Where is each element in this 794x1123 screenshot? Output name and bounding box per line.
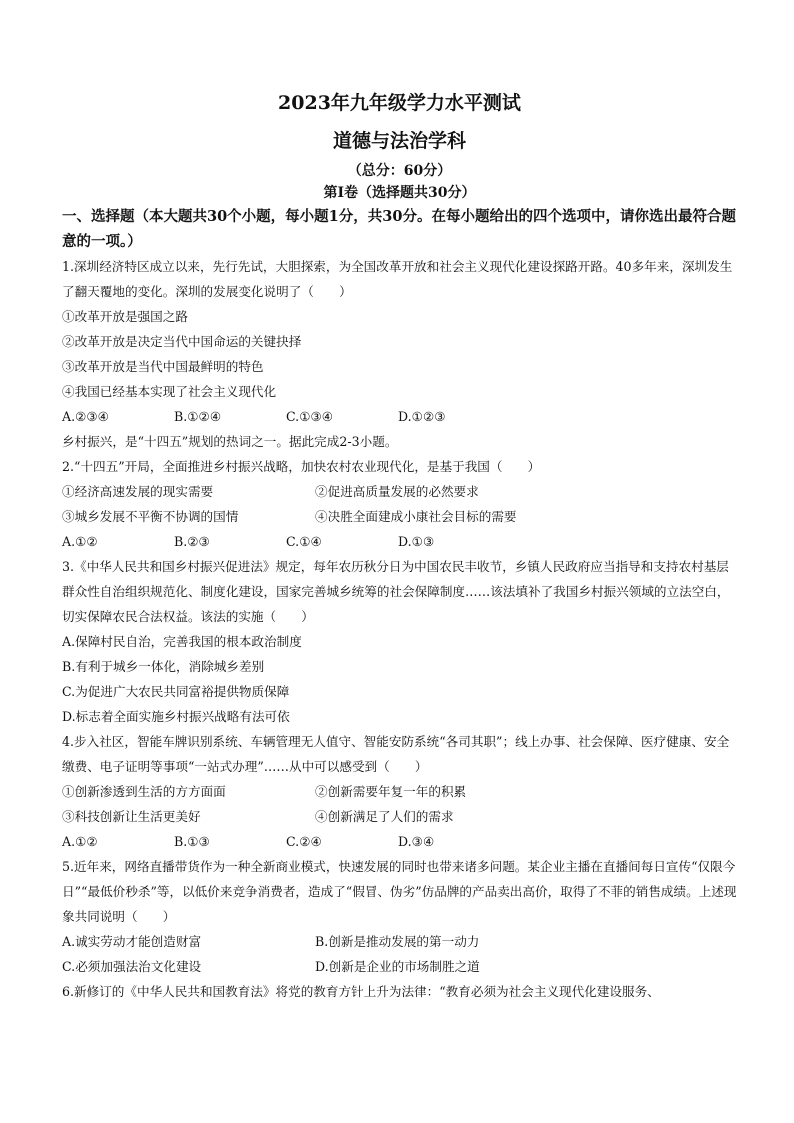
q5-options-row-1 — [62, 929, 737, 954]
q4-options — [62, 829, 737, 854]
q5-option-d[interactable]: D.创新是企业的市场制胜之道 — [315, 959, 480, 974]
q2-item-2: ②促进高质量发展的必然要求 — [315, 484, 479, 499]
q4-item-2: ②创新需要年复一年的积累 — [315, 784, 467, 799]
q5-option-c[interactable]: C.必须加强法治文化建设 — [62, 959, 202, 974]
q1-option-c[interactable]: C.①③④ — [286, 409, 334, 424]
subject-title: 道德与法治学科 — [332, 130, 466, 152]
question-5-stem: 5.近年来，网络直播带货作为一种全新商业模式，快速发展的同时也带来诸多问题。某企业主播在直播间每日宣传“仅限今日”“最低价秒杀”等，以低价来竞争消费者，造成了“假冒、伪劣”仿品牌的产品卖出高价，取得了不菲的销售成绩。上述现象共同说明（ ） — [62, 859, 737, 924]
q3-option-a[interactable]: A.保障村民自治，完善我国的根本政治制度 — [62, 634, 302, 649]
q4-option-b[interactable]: B.①③ — [174, 834, 210, 849]
question-4-stem: 4.步入社区，智能车牌识别系统、车辆管理无人值守、智能安防系统“各司其职”；线上办事、社会保障、医疗健康、安全缴费、电子证明等事项“一站式办理”……从中可以感受到（ ） — [62, 734, 730, 774]
question-6-stem: 6.新修订的《中华人民共和国教育法》将党的教育方针上升为法律：“教育必须为社会主义现代化建设服务、 — [62, 984, 660, 999]
q4-item-3: ③科技创新让生活更美好 — [62, 809, 201, 824]
q4-items-row-1 — [62, 779, 737, 804]
volume-heading: 第Ⅰ卷（选择题共30分） — [323, 185, 476, 201]
q4-item-1: ①创新渗透到生活的方方面面 — [62, 784, 226, 799]
q1-option-d[interactable]: D.①②③ — [398, 409, 446, 424]
q2-item-4: ④决胜全面建成小康社会目标的需要 — [315, 509, 517, 524]
q1-options — [62, 404, 737, 429]
q2-option-b[interactable]: B.②③ — [174, 534, 210, 549]
q1-option-b[interactable]: B.①②④ — [174, 409, 222, 424]
total-score: （总分：60分） — [347, 163, 452, 179]
exam-page — [62, 90, 737, 1004]
exam-title: 2023年九年级学力水平测试 — [278, 92, 521, 114]
q1-item-1: ①改革开放是强国之路 — [62, 309, 188, 324]
q4-items-row-2 — [62, 804, 737, 829]
question-1-stem: 1.深圳经济特区成立以来，先行先试，大胆探索，为全国改革开放和社会主义现代化建设探路开路。40多年来，深圳发生了翻天覆地的变化。深圳的发展变化说明了（ ） — [62, 259, 733, 299]
q2-items-row-2 — [62, 504, 737, 529]
q3-option-c[interactable]: C.为促进广大农民共同富裕提供物质保障 — [62, 684, 290, 699]
question-2-stem: 2.“十四五”开局，全面推进乡村振兴战略，加快农村农业现代化，是基于我国（ ） — [62, 459, 541, 474]
q4-option-a[interactable]: A.①② — [62, 834, 98, 849]
q2-option-d[interactable]: D.①③ — [398, 534, 435, 549]
q1-item-4: ④我国已经基本实现了社会主义现代化 — [62, 384, 277, 399]
q5-option-b[interactable]: B.创新是推动发展的第一动力 — [315, 934, 480, 949]
q4-option-c[interactable]: C.②④ — [286, 834, 322, 849]
q2-item-3: ③城乡发展不平衡不协调的国情 — [62, 509, 239, 524]
q2-option-c[interactable]: C.①④ — [286, 534, 322, 549]
q4-option-d[interactable]: D.③④ — [398, 834, 435, 849]
q2-item-1: ①经济高速发展的现实需要 — [62, 484, 214, 499]
q1-item-3: ③改革开放是当代中国最鲜明的特色 — [62, 359, 264, 374]
q1-item-2: ②改革开放是决定当代中国命运的关键抉择 — [62, 334, 302, 349]
q5-options-row-2 — [62, 954, 737, 979]
q1-option-a[interactable]: A.②③④ — [62, 409, 109, 424]
q2-options — [62, 529, 737, 554]
q4-item-4: ④创新满足了人们的需求 — [315, 809, 454, 824]
q3-option-d[interactable]: D.标志着全面实施乡村振兴战略有法可依 — [62, 709, 290, 724]
q2-option-a[interactable]: A.①② — [62, 534, 98, 549]
q3-option-b[interactable]: B.有利于城乡一体化，消除城乡差别 — [62, 659, 265, 674]
section-heading: 一、选择题（本大题共30个小题，每小题1分，共30分。在每小题给出的四个选项中，请你选出最符合题意的一项。） — [62, 208, 736, 250]
question-3-stem: 3.《中华人民共和国乡村振兴促进法》规定，每年农历秋分日为中国农民丰收节，乡镇人民政府应当指导和支持农村基层群众性自治组织规范化、制度化建设，国家完善城乡统筹的社会保障制度……该法填补了我国乡村振兴领域的立法空白，切实保障农民合法权益。该法的实施（ ） — [62, 559, 730, 624]
q2-items-row-1 — [62, 479, 737, 504]
intro-text: 乡村振兴，是“十四五”规划的热词之一。据此完成2-3小题。 — [62, 434, 398, 449]
q5-option-a[interactable]: A.诚实劳动才能创造财富 — [62, 934, 202, 949]
